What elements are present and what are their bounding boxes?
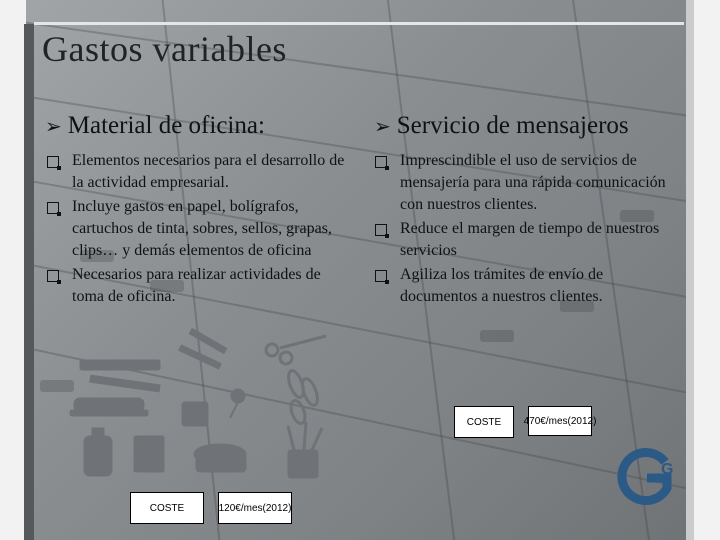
frame-right-strip	[694, 0, 720, 540]
checkbox-bullet-icon	[375, 270, 387, 282]
arrow-bullet-icon: ➢	[45, 114, 62, 138]
cost-label: COSTE	[454, 406, 514, 438]
frame-top-line	[34, 22, 684, 25]
list-item	[373, 264, 673, 308]
left-bullet-list	[45, 150, 345, 310]
cost-value	[523, 406, 597, 436]
office-supplies-icon	[60, 318, 340, 488]
list-item	[45, 264, 345, 308]
bullet-text: Imprescindible el uso de servicios de mensajería para una rápida comunicación con nuestros clientes.	[400, 152, 666, 213]
list-item	[45, 196, 345, 262]
arrow-bullet-icon: ➢	[374, 114, 391, 138]
bullet-text: Agiliza los trámites de envío de documentos a nuestros clientes.	[400, 266, 604, 305]
heading-servicio-mensajeros	[374, 112, 629, 140]
right-bullet-list	[373, 150, 673, 310]
svg-text:G: G	[661, 461, 674, 478]
list-item	[373, 150, 673, 216]
list-item	[373, 218, 673, 262]
bullet-text: Incluye gastos en papel, bolígrafos, cartuchos de tinta, sobres, sellos, grapas, clips… y demás elementos de oficina	[72, 198, 332, 259]
frame-left-strip	[0, 0, 26, 540]
cost-box-material	[130, 492, 292, 522]
checkbox-bullet-icon	[375, 156, 387, 168]
cost-value	[218, 492, 292, 524]
frame-left-bar	[24, 24, 34, 540]
cost-label: COSTE	[130, 492, 204, 524]
bullet-text: Reduce el margen de tiempo de nuestros servicios	[400, 220, 660, 259]
heading-text: Material de oficina:	[67, 112, 265, 139]
checkbox-bullet-icon	[375, 224, 387, 236]
checkbox-bullet-icon	[47, 202, 59, 214]
cost-amount: 470€/mes	[523, 415, 568, 427]
cost-amount: 120€/mes	[218, 502, 263, 514]
heading-text: Servicio de mensajeros	[396, 112, 629, 139]
bullet-text: Elementos necesarios para el desarrollo de la actividad empresarial.	[72, 152, 345, 191]
checkbox-bullet-icon	[47, 156, 59, 168]
list-item	[45, 150, 345, 194]
slide-title: Gastos variables	[42, 29, 287, 69]
g-logo-icon	[615, 448, 679, 508]
checkbox-bullet-icon	[47, 270, 59, 282]
cost-year: (2012)	[567, 415, 597, 427]
cost-box-mensajeros	[454, 406, 597, 436]
bullet-text: Necesarios para realizar actividades de toma de oficina.	[72, 266, 321, 305]
heading-material-oficina	[45, 112, 265, 140]
cost-year: (2012)	[262, 502, 292, 514]
frame-right-shade	[686, 0, 694, 540]
